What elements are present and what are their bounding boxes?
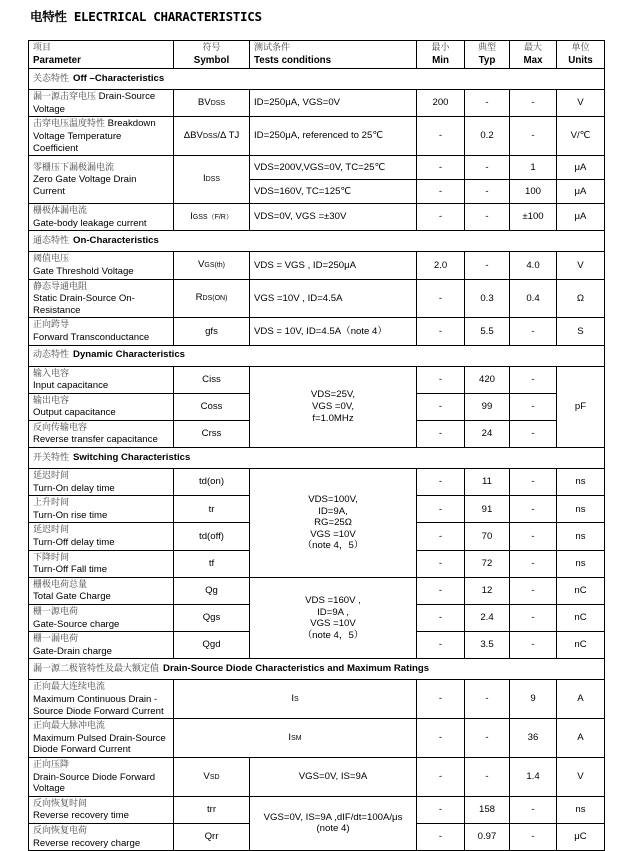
unit-cell: A: [557, 680, 605, 719]
typ-value-cell: 11: [465, 469, 510, 496]
test-conditions-cell: VDS=0V, VGS =±30V: [250, 204, 417, 231]
parameter-cn: 上升时间: [33, 498, 70, 509]
symbol-cell: [174, 204, 250, 231]
symbol-subscript: DSS: [202, 132, 218, 140]
parameter-cn: 反向传输电容: [33, 422, 88, 433]
min-value-cell: -: [417, 523, 465, 550]
table-row: [29, 204, 605, 231]
symbol-main: td(off): [199, 530, 224, 542]
table-row: [29, 796, 605, 823]
unit-cell: μA: [557, 156, 605, 180]
unit-cell: V/℃: [557, 117, 605, 156]
parameter-cell: [29, 496, 174, 523]
max-value-cell: -: [510, 393, 557, 420]
symbol-cell: [174, 420, 250, 447]
test-conditions-cell: VGS=0V, IS=9A: [250, 757, 417, 796]
max-value-cell: -: [510, 420, 557, 447]
unit-cell: ns: [557, 523, 605, 550]
max-value-cell: -: [510, 469, 557, 496]
column-header-en: Typ: [478, 54, 496, 66]
symbol-main: R: [195, 292, 203, 304]
symbol-cell: [174, 757, 250, 796]
test-conditions-cell: VDS =160V , ID=9A , VGS =10V （note 4，5）: [250, 577, 417, 659]
symbol-main: td(on): [198, 476, 225, 488]
symbol-main: Coss: [200, 400, 223, 412]
unit-cell: V: [557, 90, 605, 117]
symbol-main: Qgd: [202, 639, 221, 651]
parameter-en: Reverse recovery time: [33, 810, 129, 822]
section-title-en: Dynamic Characteristics: [73, 349, 185, 361]
test-conditions-cell: VDS=200V,VGS=0V, TC=25℃: [250, 156, 417, 180]
section-title-cn: 关态特性: [33, 73, 70, 84]
max-value-cell: ±100: [510, 204, 557, 231]
max-value-cell: 36: [510, 719, 557, 758]
min-value-cell: -: [417, 420, 465, 447]
symbol-cell: [174, 719, 417, 758]
column-header-en: Min: [432, 54, 449, 66]
column-header-en: Symbol: [193, 54, 230, 66]
section-title-en: Switching Characteristics: [73, 451, 191, 463]
symbol-subscript: SM: [291, 734, 302, 742]
typ-value-cell: 12: [465, 577, 510, 604]
parameter-cn: 击穿电压温度特性: [33, 119, 106, 130]
symbol-main: Ciss: [202, 373, 221, 385]
parameter-en: Turn-Off Fall time: [33, 564, 108, 576]
typ-value-cell: -: [465, 252, 510, 279]
min-value-cell: -: [417, 204, 465, 231]
typ-value-cell: 72: [465, 550, 510, 577]
symbol-subscript: S: [294, 695, 299, 703]
parameter-en: Turn-On delay time: [33, 482, 115, 494]
table-row: [29, 156, 605, 180]
min-value-cell: -: [417, 156, 465, 180]
table-row: [29, 252, 605, 279]
test-conditions-cell: VDS=25V, VGS =0V, f=1.0MHz: [250, 366, 417, 448]
test-conditions-cell: VDS = VGS , ID=250μA: [250, 252, 417, 279]
unit-cell: ns: [557, 469, 605, 496]
parameter-cn: 反向恢复时间: [33, 798, 88, 809]
symbol-main: I: [202, 173, 206, 185]
parameter-cell: [29, 719, 174, 758]
parameter-cn: 栅一漏电荷: [33, 634, 79, 645]
typ-value-cell: 0.3: [465, 279, 510, 318]
symbol-main: I: [190, 210, 193, 222]
max-value-cell: 0.4: [510, 279, 557, 318]
test-conditions-cell: ID=250μA, VGS=0V: [250, 90, 417, 117]
symbol-main: Crss: [201, 428, 222, 440]
page-title: 电特性 ELECTRICAL CHARACTERISTICS: [30, 9, 262, 24]
column-header-cn: 项目: [33, 43, 52, 53]
unit-cell: μA: [557, 204, 605, 231]
min-value-cell: -: [417, 117, 465, 156]
unit-cell: ns: [557, 550, 605, 577]
parameter-en: Zero Gate Voltage Drain Current: [33, 174, 137, 197]
parameter-cn: 静态导通电阻: [33, 281, 88, 292]
symbol-cell: [174, 796, 250, 823]
parameter-cn: 延迟时间: [33, 471, 70, 482]
max-value-cell: -: [510, 605, 557, 632]
typ-value-cell: 3.5: [465, 632, 510, 659]
symbol-cell: [174, 823, 250, 850]
section-title: [29, 448, 605, 469]
symbol-cell: [174, 156, 250, 204]
section-title-cn: 开关特性: [33, 452, 70, 463]
symbol-subscript: DS(ON): [202, 295, 228, 303]
column-header-cn: 最大: [523, 43, 542, 53]
max-value-cell: -: [510, 90, 557, 117]
column-header: [510, 41, 557, 69]
typ-value-cell: 0.97: [465, 823, 510, 850]
typ-value-cell: -: [465, 719, 510, 758]
typ-value-cell: 0.2: [465, 117, 510, 156]
parameter-cell: [29, 204, 174, 231]
symbol-main: trr: [206, 804, 217, 816]
max-value-cell: -: [510, 632, 557, 659]
symbol-subscript: DSS: [210, 99, 226, 107]
section-header-row: [29, 69, 605, 90]
column-header-en: Tests conditions: [254, 54, 332, 66]
parameter-cn: 下降时间: [33, 552, 70, 563]
unit-cell: S: [557, 318, 605, 345]
parameter-cn: 输出电容: [33, 395, 70, 406]
min-value-cell: -: [417, 823, 465, 850]
unit-cell: nC: [557, 632, 605, 659]
table-header-row: [29, 41, 605, 69]
symbol-main: ΔBV: [183, 129, 203, 141]
symbol-main: I: [288, 731, 292, 743]
section-title-cn: 漏一源二极管特性及最大额定值: [33, 664, 160, 675]
symbol-cell: [174, 632, 250, 659]
section-title-en: Off –Characteristics: [73, 72, 165, 84]
section-title: [29, 659, 605, 680]
max-value-cell: -: [510, 523, 557, 550]
column-header-cn: 符号: [202, 43, 221, 53]
unit-cell: nC: [557, 577, 605, 604]
unit-cell: μA: [557, 180, 605, 204]
typ-value-cell: 2.4: [465, 605, 510, 632]
unit-cell: pF: [557, 366, 605, 448]
column-header: [557, 41, 605, 69]
column-header: [250, 41, 417, 69]
typ-value-cell: 91: [465, 496, 510, 523]
min-value-cell: -: [417, 180, 465, 204]
symbol-cell: [174, 469, 250, 496]
typ-value-cell: 158: [465, 796, 510, 823]
typ-value-cell: 420: [465, 366, 510, 393]
max-value-cell: 9: [510, 680, 557, 719]
parameter-en: Total Gate Charge: [33, 591, 111, 603]
symbol-cell: [174, 523, 250, 550]
electrical-characteristics-table: [28, 40, 605, 851]
table-row: [29, 366, 605, 393]
max-value-cell: -: [510, 366, 557, 393]
min-value-cell: -: [417, 550, 465, 577]
parameter-cn: 正向压降: [33, 759, 70, 770]
parameter-cn: 栅极电荷总量: [33, 579, 88, 590]
parameter-en: Reverse transfer capacitance: [33, 434, 158, 446]
symbol-cell: [174, 393, 250, 420]
min-value-cell: -: [417, 632, 465, 659]
parameter-cn: 栅极体漏电流: [33, 206, 88, 217]
symbol-cell: [174, 605, 250, 632]
min-value-cell: -: [417, 796, 465, 823]
symbol-main: V: [197, 259, 205, 271]
min-value-cell: -: [417, 469, 465, 496]
unit-cell: V: [557, 252, 605, 279]
symbol-subscript: DSS: [205, 176, 221, 184]
parameter-cell: [29, 156, 174, 204]
parameter-cell: [29, 680, 174, 719]
parameter-cell: [29, 252, 174, 279]
table-row: [29, 680, 605, 719]
parameter-cell: [29, 90, 174, 117]
symbol-cell: [174, 496, 250, 523]
typ-value-cell: -: [465, 90, 510, 117]
typ-value-cell: 5.5: [465, 318, 510, 345]
column-header-cn: 单位: [571, 43, 590, 53]
typ-value-cell: 70: [465, 523, 510, 550]
column-header: [29, 41, 174, 69]
parameter-en: Gate-Drain charge: [33, 645, 112, 657]
section-title-cn: 动态特性: [33, 350, 70, 361]
parameter-cn: 栅一源电荷: [33, 607, 79, 617]
min-value-cell: -: [417, 605, 465, 632]
table-row: [29, 577, 605, 604]
column-header: [174, 41, 250, 69]
symbol-subscript: SD: [209, 773, 220, 781]
parameter-cell: [29, 632, 174, 659]
table-row: [29, 279, 605, 318]
unit-cell: V: [557, 757, 605, 796]
symbol-cell: [174, 279, 250, 318]
table-row: [29, 719, 605, 758]
parameter-cell: [29, 796, 174, 823]
parameter-en: Maximum Pulsed Drain-Source Diode Forward Current: [33, 732, 166, 756]
column-header-cn: 典型: [477, 43, 496, 53]
min-value-cell: -: [417, 366, 465, 393]
symbol-cell: [174, 252, 250, 279]
parameter-en: Maximum Continuous Drain -Source Diode Forward Current: [33, 693, 164, 717]
section-title-en: On-Characteristics: [73, 235, 159, 247]
parameter-cell: [29, 366, 174, 393]
parameter-cn: 正向最大脉冲电流: [33, 721, 106, 732]
section-title-en: Drain-Source Diode Characteristics and Maximum Ratings: [163, 663, 430, 675]
max-value-cell: 4.0: [510, 252, 557, 279]
parameter-cell: [29, 523, 174, 550]
symbol-main: gfs: [205, 325, 218, 337]
parameter-en: Reverse recovery charge: [33, 837, 141, 849]
typ-value-cell: -: [465, 204, 510, 231]
symbol-subscript: GSS（F/R）: [192, 213, 233, 221]
column-header-en: Units: [568, 54, 593, 66]
parameter-cell: [29, 577, 174, 604]
max-value-cell: 1: [510, 156, 557, 180]
min-value-cell: -: [417, 496, 465, 523]
unit-cell: ns: [557, 796, 605, 823]
test-conditions-cell: VDS = 10V, ID=4.5A（note 4）: [250, 318, 417, 345]
symbol-main: Qg: [205, 585, 218, 597]
typ-value-cell: 24: [465, 420, 510, 447]
test-conditions-cell: VDS=100V, ID=9A, RG=25Ω VGS =10V （note 4，5）: [250, 469, 417, 578]
table-row: [29, 318, 605, 345]
section-header-row: [29, 345, 605, 366]
max-value-cell: 1.4: [510, 757, 557, 796]
section-header-row: [29, 448, 605, 469]
symbol-main: Qrr: [204, 831, 219, 843]
symbol-cell: [174, 90, 250, 117]
symbol-cell: [174, 117, 250, 156]
parameter-cn: 正向跨导: [33, 320, 70, 331]
parameter-cell: [29, 117, 174, 156]
unit-cell: Ω: [557, 279, 605, 318]
min-value-cell: -: [417, 318, 465, 345]
typ-value-cell: 99: [465, 393, 510, 420]
parameter-en: Output capacitance: [33, 407, 116, 419]
parameter-en: Breakdown Voltage Temperature Coefficient: [33, 118, 156, 154]
section-header-row: [29, 659, 605, 680]
parameter-en: Gate Threshold Voltage: [33, 265, 134, 277]
parameter-cell: [29, 469, 174, 496]
parameter-en: Forward Transconductance: [33, 331, 150, 343]
parameter-cn: 零栅压下漏极漏电流: [33, 162, 115, 173]
parameter-cn: 反向恢复电荷: [33, 825, 88, 836]
table-row: [29, 117, 605, 156]
parameter-cell: [29, 823, 174, 850]
max-value-cell: -: [510, 823, 557, 850]
table-row: [29, 90, 605, 117]
column-header-cn: 最小: [431, 43, 450, 53]
section-title: [29, 231, 605, 252]
symbol-suffix: /Δ TJ: [217, 129, 240, 141]
parameter-en: Gate-body leakage current: [33, 217, 147, 229]
typ-value-cell: -: [465, 680, 510, 719]
min-value-cell: 2.0: [417, 252, 465, 279]
max-value-cell: -: [510, 550, 557, 577]
min-value-cell: -: [417, 719, 465, 758]
test-conditions-cell: VGS=0V, IS=9A ,dIF/dt=100A/μs (note 4): [250, 796, 417, 850]
table-row: [29, 757, 605, 796]
min-value-cell: -: [417, 680, 465, 719]
column-header: [465, 41, 510, 69]
max-value-cell: -: [510, 318, 557, 345]
parameter-cell: [29, 757, 174, 796]
parameter-cell: [29, 550, 174, 577]
symbol-cell: [174, 680, 417, 719]
symbol-cell: [174, 577, 250, 604]
symbol-cell: [174, 366, 250, 393]
max-value-cell: -: [510, 496, 557, 523]
parameter-cell: [29, 318, 174, 345]
parameter-en: Turn-On rise time: [33, 509, 108, 521]
unit-cell: μC: [557, 823, 605, 850]
typ-value-cell: -: [465, 757, 510, 796]
min-value-cell: -: [417, 279, 465, 318]
parameter-en: Drain-Source Voltage: [33, 91, 156, 115]
test-conditions-cell: ID=250μA, referenced to 25℃: [250, 117, 417, 156]
symbol-main: BV: [197, 96, 211, 108]
parameter-en: Input capacitance: [33, 380, 109, 392]
section-title: [29, 69, 605, 90]
parameter-en: Static Drain-Source On-Resistance: [33, 293, 135, 316]
parameter-en: Turn-Off delay time: [33, 537, 115, 549]
symbol-main: Qgs: [202, 612, 221, 624]
column-header-en: Max: [523, 54, 543, 66]
min-value-cell: -: [417, 577, 465, 604]
test-conditions-cell: VGS =10V , ID=4.5A: [250, 279, 417, 318]
column-header: [417, 41, 465, 69]
column-header-cn: 测试条件: [254, 43, 291, 53]
unit-cell: A: [557, 719, 605, 758]
parameter-cell: [29, 393, 174, 420]
parameter-en: Gate-Source charge: [33, 618, 120, 630]
test-conditions-cell: VDS=160V, TC=125℃: [250, 180, 417, 204]
max-value-cell: -: [510, 796, 557, 823]
parameter-cn: 漏一源击穿电压: [33, 92, 97, 103]
min-value-cell: 200: [417, 90, 465, 117]
symbol-main: I: [291, 692, 294, 704]
parameter-cell: [29, 605, 174, 632]
max-value-cell: -: [510, 117, 557, 156]
symbol-main: tf: [208, 557, 215, 569]
parameter-en: Drain-Source Diode Forward Voltage: [33, 771, 156, 795]
parameter-cn: 阈值电压: [33, 254, 70, 265]
parameter-cn: 输入电容: [33, 368, 70, 379]
parameter-cell: [29, 279, 174, 318]
symbol-cell: [174, 318, 250, 345]
min-value-cell: -: [417, 393, 465, 420]
symbol-subscript: GS(th): [204, 262, 226, 270]
parameter-cn: 延迟时间: [33, 525, 70, 536]
section-header-row: [29, 231, 605, 252]
max-value-cell: 100: [510, 180, 557, 204]
column-header-en: Parameter: [33, 54, 81, 66]
parameter-cn: 正向最大连续电流: [33, 682, 106, 693]
symbol-main: V: [203, 770, 210, 782]
table-row: [29, 469, 605, 496]
typ-value-cell: -: [465, 156, 510, 180]
parameter-cell: [29, 420, 174, 447]
symbol-main: tr: [208, 503, 215, 515]
section-title-cn: 通态特性: [33, 236, 70, 247]
typ-value-cell: -: [465, 180, 510, 204]
unit-cell: nC: [557, 605, 605, 632]
max-value-cell: -: [510, 577, 557, 604]
min-value-cell: -: [417, 757, 465, 796]
section-title: [29, 345, 605, 366]
unit-cell: ns: [557, 496, 605, 523]
symbol-cell: [174, 550, 250, 577]
